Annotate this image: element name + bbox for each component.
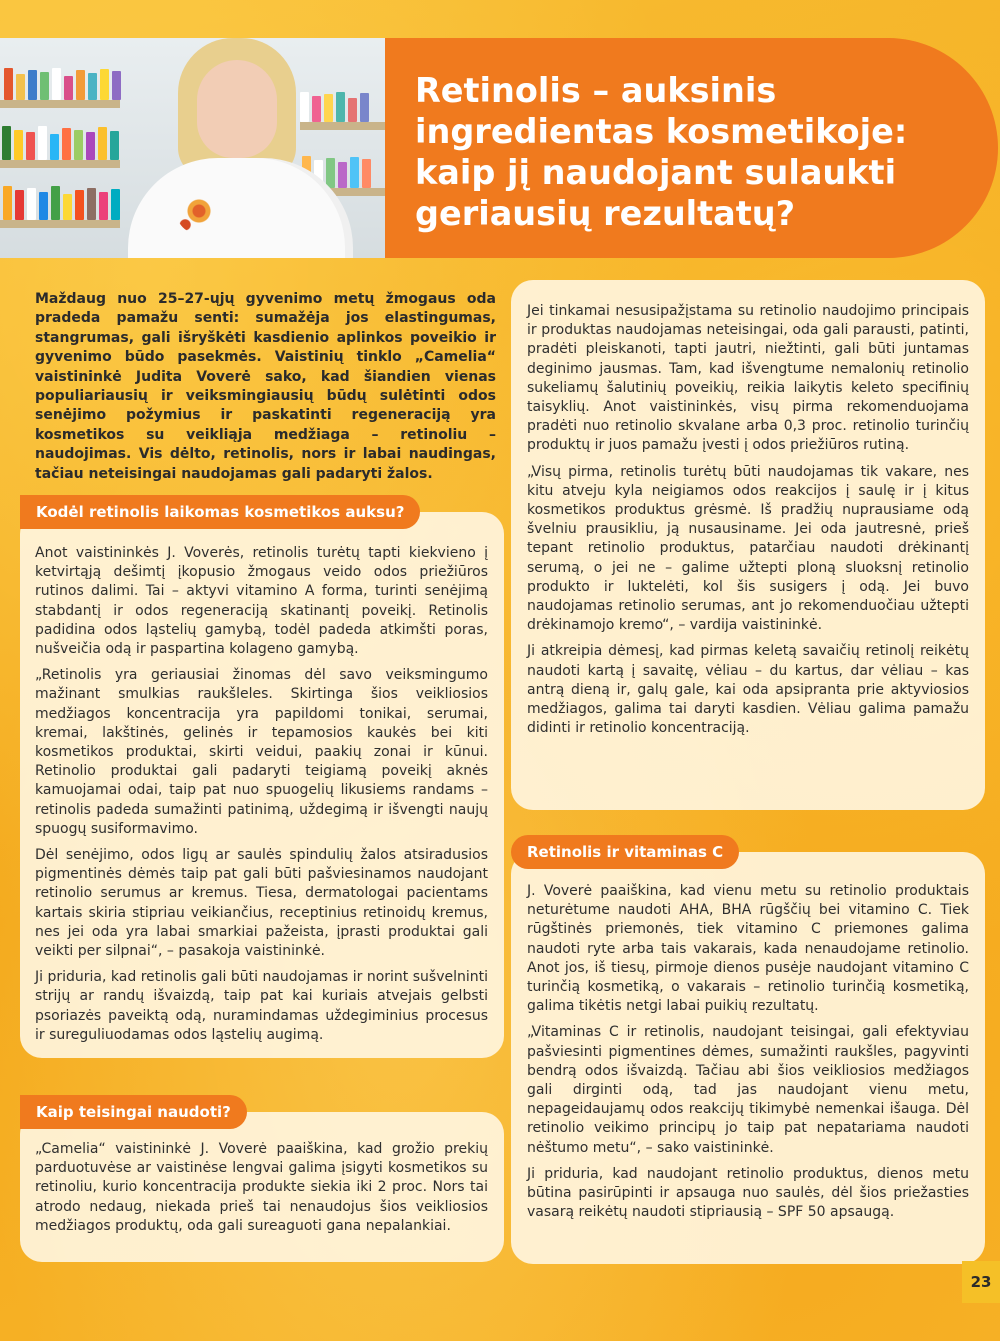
title-line: kaip jį naudojant sulaukti: [415, 153, 897, 192]
section-heading-why: Kodėl retinolis laikomas kosmetikos auksu?: [20, 495, 420, 529]
section-heading-how: Kaip teisingai naudoti?: [20, 1095, 247, 1129]
paragraph: „Vitaminas C ir retinolis, naudojant teisingai, gali efektyviau pašviesinti pigmentines dėmes, sumažinti raukšles, pagyvinti bendrą odos išvaizdą. Tačiau abi šios veikliosios medžiagos gali dirginti odą, tad jas naudojant vienu metu, nepageidaujamų odos reakcijų tikimybė nemenkai išauga. Dėl retinolio veikimo principų jo taip pat nepatariama naudoti nėštumo metu“, – sako vaistininkė.: [527, 1024, 969, 1156]
title-line: geriausių rezultatų?: [415, 194, 796, 233]
article-title: [415, 70, 975, 234]
header-banner: [0, 38, 998, 258]
person-face: [197, 60, 277, 158]
pharmacist-photo: [0, 38, 385, 258]
section-card-how: [20, 1112, 504, 1262]
paragraph: Jei tinkamai nesusipažįstama su retinolio naudojimo principais ir produktas naudojamas neteisingai, oda gali parausti, patinti, pradėti pleiskanoti, tapti jautri, niežtinti, gali būti juntamas deginimo jausmas. Tam, kad išvengtume nemalonių retinolio sukeliamų šalutinių poveikių, reikia laikytis keleto specifinių taisyklių. Anot vaistininkės, visų pirma rekomenduojama pradėti nuo retinolio skvalane arba 0,3 proc. retinolio turinčių produktų ir juos pamažu įvesti į odos priežiūros rutiną.: [527, 303, 969, 454]
shelf-products: [2, 126, 119, 160]
flower-embroidery-icon: [176, 188, 222, 234]
title-line: Retinolis – auksinis: [415, 71, 777, 110]
intro-paragraph: Maždaug nuo 25–27-ųjų gyvenimo metų žmogaus oda pradeda pamažu senti: sumažėja jos elastingumas, stangrumas, gali išryškėti kasdienio aplinkos poveikio ir gyvenimo būdo pasekmės. Vaistinių tinklo „Camelia“ vaistininkė Judita Voverė sako, kad šiandien vienas populiariausių ir veiksmingiausių būdų sulėtinti odos senėjimo požymius ir paskatinti regeneraciją yra kosmetikos su veikliąja medžiaga – retinoliu – naudojimas. Vis dėlto, retinolis, nors ir labai naudingas, tačiau neteisingai naudojamas gali padaryti žalos.: [35, 291, 496, 482]
paragraph: Ji priduria, kad retinolis gali būti naudojamas ir norint sušvelninti strijų ar randų išvaizdą, taip pat kai kuriais atvejais gelbsti psoriazės paveiktą odą, nuramindamas uždegiminius procesus ir sureguliuodamas odos ląstelių augimą.: [35, 969, 488, 1043]
title-line: ingredientas kosmetikoje:: [415, 112, 908, 151]
paragraph: „Visų pirma, retinolis turėtų būti naudojamas tik vakare, nes kitu atveju kyla neigiamos odos reakcijos į saulę ir į kitus kosmetikos produktus grėsmė. Iš pradžių nuprausiame odą švelniu prausikliu, ją nusausiname. Jei oda jautresnė, prieš tepant retinolio produktus, patarčiau naudoti drėkinantį serumą, o jei ne – galime užtepti ploną sluoksnį retinolio produkto ir luktelėti, kol šis susigers į odą. Jei buvo naudojamas retinolio serumas, ant jo rekomenduočiau užtepti drėkinamojo kremo“, – vardija vaistininkė.: [527, 463, 969, 634]
section-card-continued: [511, 280, 985, 810]
section-heading-vitc: Retinolis ir vitaminas C: [511, 835, 739, 869]
page-number: 23: [962, 1261, 1000, 1303]
paragraph: „Retinolis yra geriausiai žinomas dėl savo veiksmingumo mažinant smulkias raukšleles. Skirtinga šios veikliosios medžiagos koncentracija yra papildomi tonikai, serumai, kremai, lakštinės, gelinės ir tepamosios kaukės bei kiti kosmetikos produktai, skirti veidui, paakių zonai ir kūnui. Retinolio produktai gali padaryti teigiamą poveikį aknės kamuojamai odai, taip pat nuo spuogelių likusiems randams – retinolis padeda sumažinti patinimą, uždegimą ir išvengti naujų spuogų susiformavimo.: [35, 667, 488, 837]
shelf-products: [3, 186, 120, 220]
shelf: [0, 100, 120, 108]
shelf-products: [300, 92, 369, 122]
section-card-why: [20, 512, 504, 1058]
left-column: [20, 282, 504, 484]
shelf: [300, 122, 385, 130]
shelf: [0, 160, 120, 168]
paragraph: Ji atkreipia dėmesį, kad pirmas keletą savaičių retinolį reikėtų naudoti kartą į savaitę, vėliau – du kartus, dar vėliau – kas antrą dieną ir, galų gale, kai oda apsipranta prie aktyviosios medžiagos, galima tai daryti kasdien. Vėliau galima pamažu didinti ir retinolio koncentraciją.: [527, 643, 969, 737]
paragraph: Dėl senėjimo, odos ligų ar saulės spindulių žalos atsiradusios pigmentinės dėmės taip pat gali būti pašviesinamos naudojant retinolio serumus ar kremus. Tiesa, dermatologai pacientams kartais skiria stipriau veikiančius, receptinius retinoidų kremus, nes jei oda yra labai smarkiai pažeista, įprasti produktai gali veikti per silpnai“, – pasakoja vaistininkė.: [35, 847, 488, 960]
section-card-vitc: [511, 852, 985, 1264]
paragraph: „Camelia“ vaistininkė J. Voverė paaiškina, kad grožio prekių parduotuvėse ar vaistinėse lengvai galima įsigyti kosmetikos su retinoliu, kurio koncentracija produkte siekia iki 2 proc. Nors tai atrodo nedaug, niekada prieš tai nenaudojus šios veikliosios medžiagos produktų, oda gali sureaguoti gana nepalankiai.: [35, 1141, 488, 1234]
shelf: [0, 220, 120, 228]
paragraph: Ji priduria, kad naudojant retinolio produktus, dienos metu būtina pasirūpinti ir apsauga nuo saulės, dėl šios priežasties vasarą reikėtų naudoti stipriausią – SPF 50 apsaugą.: [527, 1165, 969, 1221]
paragraph: Anot vaistininkės J. Voverės, retinolis turėtų tapti kiekvieno į ketvirtąją dešimtį įkopusio žmogaus veido odos priežiūros rutinos dalimi. Tai – aktyvi vitamino A forma, turinti senėjimą stabdantį ir odos regeneraciją skatinantį poveikį. Retinolis padidina odos ląstelių gamybą, todėl padeda atkimšti poras, nušveičia odą ir paspartina kolageno gamybą.: [35, 545, 488, 658]
paragraph: J. Voverė paaiškina, kad vienu metu su retinolio produktais neturėtume naudoti AHA, BHA rūgščių bei vitamino C. Tiek rūgštinės priemonės, tiek vitamino C priemones galima naudoti ryte arba tais vakarais, kada nenaudojame retinolio. Anot jos, iš tiesų, pirmoje dienos pusėje naudojant vitamino C turinčią kosmetiką, o vakarais – retinolio turinčią kosmetiką, galima tikėtis netgi labai puikių rezultatų.: [527, 883, 969, 1015]
shelf-products: [4, 68, 121, 100]
